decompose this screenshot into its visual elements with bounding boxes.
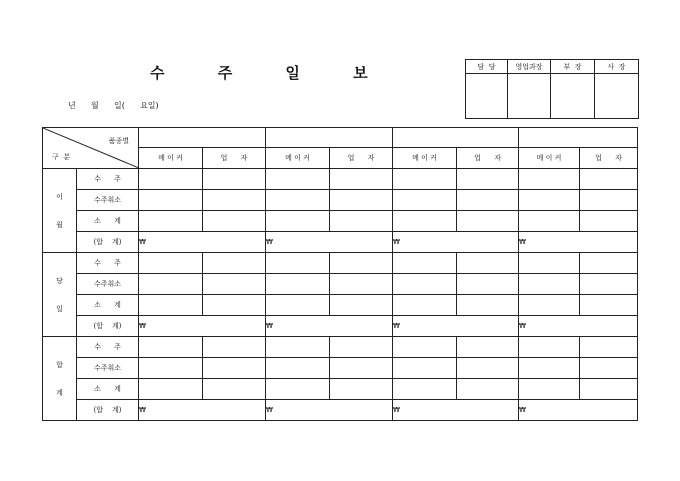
product-group-4[interactable] [519, 128, 638, 148]
data-cell[interactable] [457, 337, 519, 358]
data-cell[interactable] [580, 253, 638, 274]
col-header-vendor: 업 자 [203, 148, 266, 169]
data-cell[interactable] [330, 274, 393, 295]
data-cell[interactable] [457, 169, 519, 190]
data-cell[interactable] [330, 295, 393, 316]
total-amount-cell[interactable]: ₩ [139, 316, 266, 337]
data-cell[interactable] [580, 295, 638, 316]
col-header-maker: 메 이 커 [139, 148, 203, 169]
row-label-total: (합 계) [77, 232, 139, 253]
total-amount-cell[interactable]: ₩ [519, 316, 638, 337]
data-cell[interactable] [203, 190, 266, 211]
data-cell[interactable] [203, 295, 266, 316]
data-cell[interactable] [139, 295, 203, 316]
data-cell[interactable] [266, 169, 330, 190]
date-line: 년 월 일( 요일) [68, 101, 159, 110]
data-cell[interactable] [139, 190, 203, 211]
total-amount-cell[interactable]: ₩ [519, 400, 638, 421]
data-cell[interactable] [139, 358, 203, 379]
col-header-vendor: 업 자 [457, 148, 519, 169]
row-label-orders: 수 주 [77, 169, 139, 190]
data-cell[interactable] [393, 190, 457, 211]
data-cell[interactable] [580, 379, 638, 400]
order-report-table [42, 127, 638, 421]
data-cell[interactable] [266, 253, 330, 274]
data-cell[interactable] [266, 379, 330, 400]
approval-box-sales-manager[interactable] [508, 74, 551, 119]
approval-box-president[interactable] [595, 74, 639, 119]
row-label-orders: 수 주 [77, 337, 139, 358]
data-cell[interactable] [139, 253, 203, 274]
data-cell[interactable] [519, 190, 580, 211]
data-cell[interactable] [203, 253, 266, 274]
data-cell[interactable] [330, 190, 393, 211]
section-grand-total: 합 계 [43, 337, 77, 421]
total-amount-cell[interactable]: ₩ [139, 232, 266, 253]
row-label-cancellations: 수주취소 [77, 190, 139, 211]
data-cell[interactable] [580, 274, 638, 295]
data-cell[interactable] [330, 169, 393, 190]
data-cell[interactable] [457, 274, 519, 295]
approval-box-department-head[interactable] [551, 74, 595, 119]
data-cell[interactable] [580, 169, 638, 190]
data-cell[interactable] [519, 211, 580, 232]
col-header-vendor: 업 자 [580, 148, 638, 169]
data-cell[interactable] [266, 358, 330, 379]
data-cell[interactable] [580, 358, 638, 379]
row-label-subtotal: 소 계 [77, 211, 139, 232]
data-cell[interactable] [519, 295, 580, 316]
section-today: 당 일 [43, 253, 77, 337]
data-cell[interactable] [519, 358, 580, 379]
corner-label-by-product: 품종별 [108, 137, 129, 145]
data-cell[interactable] [580, 190, 638, 211]
data-cell[interactable] [519, 274, 580, 295]
row-label-total: (합 계) [77, 316, 139, 337]
approval-header-department-head: 부 장 [551, 60, 595, 74]
col-header-maker: 메 이 커 [519, 148, 580, 169]
data-cell[interactable] [393, 337, 457, 358]
data-cell[interactable] [330, 253, 393, 274]
data-cell[interactable] [203, 337, 266, 358]
data-cell[interactable] [330, 379, 393, 400]
data-cell[interactable] [203, 274, 266, 295]
product-group-3[interactable] [393, 128, 519, 148]
data-cell[interactable] [139, 274, 203, 295]
data-cell[interactable] [519, 169, 580, 190]
data-cell[interactable] [457, 295, 519, 316]
data-cell[interactable] [330, 337, 393, 358]
data-cell[interactable] [266, 190, 330, 211]
approval-table [465, 59, 639, 119]
data-cell[interactable] [457, 211, 519, 232]
total-amount-cell[interactable]: ₩ [139, 400, 266, 421]
data-cell[interactable] [393, 295, 457, 316]
total-amount-cell[interactable]: ₩ [266, 232, 393, 253]
data-cell[interactable] [393, 211, 457, 232]
section-carried-over: 이 월 [43, 169, 77, 253]
data-cell[interactable] [203, 211, 266, 232]
row-label-subtotal: 소 계 [77, 295, 139, 316]
row-label-cancellations: 수주취소 [77, 274, 139, 295]
data-cell[interactable] [457, 379, 519, 400]
row-label-subtotal: 소 계 [77, 379, 139, 400]
data-cell[interactable] [203, 379, 266, 400]
data-cell[interactable] [457, 358, 519, 379]
row-label-total: (합 계) [77, 400, 139, 421]
data-cell[interactable] [139, 379, 203, 400]
data-cell[interactable] [139, 211, 203, 232]
data-cell[interactable] [580, 211, 638, 232]
diagonal-line [43, 128, 139, 168]
data-cell[interactable] [393, 274, 457, 295]
data-cell[interactable] [457, 190, 519, 211]
data-cell[interactable] [519, 379, 580, 400]
product-group-1[interactable] [139, 128, 266, 148]
page-title: 수 주 일 보 [150, 64, 392, 82]
data-cell[interactable] [266, 295, 330, 316]
col-header-maker: 메 이 커 [393, 148, 457, 169]
data-cell[interactable] [393, 253, 457, 274]
total-amount-cell[interactable]: ₩ [393, 316, 519, 337]
corner-label-category: 구 분 [52, 153, 70, 161]
approval-header-sales-manager: 영업과장 [508, 60, 551, 74]
data-cell[interactable] [393, 379, 457, 400]
data-cell[interactable] [519, 337, 580, 358]
approval-header-president: 사 장 [595, 60, 639, 74]
total-amount-cell[interactable]: ₩ [266, 316, 393, 337]
data-cell[interactable] [330, 211, 393, 232]
data-cell[interactable] [519, 253, 580, 274]
data-cell[interactable] [266, 274, 330, 295]
data-cell[interactable] [203, 358, 266, 379]
total-amount-cell[interactable]: ₩ [393, 232, 519, 253]
total-amount-cell[interactable]: ₩ [393, 400, 519, 421]
data-cell[interactable] [330, 358, 393, 379]
col-header-vendor: 업 자 [330, 148, 393, 169]
row-label-cancellations: 수주취소 [77, 358, 139, 379]
product-group-2[interactable] [266, 128, 393, 148]
total-amount-cell[interactable]: ₩ [266, 400, 393, 421]
data-cell[interactable] [139, 337, 203, 358]
corner-header [43, 128, 139, 169]
total-amount-cell[interactable]: ₩ [519, 232, 638, 253]
data-cell[interactable] [139, 169, 203, 190]
data-cell[interactable] [457, 253, 519, 274]
data-cell[interactable] [266, 211, 330, 232]
data-cell[interactable] [393, 358, 457, 379]
col-header-maker: 메 이 커 [266, 148, 330, 169]
data-cell[interactable] [393, 169, 457, 190]
row-label-orders: 수 주 [77, 253, 139, 274]
approval-header-staff: 담 당 [466, 60, 508, 74]
data-cell[interactable] [266, 337, 330, 358]
approval-box-staff[interactable] [466, 74, 508, 119]
data-cell[interactable] [203, 169, 266, 190]
data-cell[interactable] [580, 337, 638, 358]
